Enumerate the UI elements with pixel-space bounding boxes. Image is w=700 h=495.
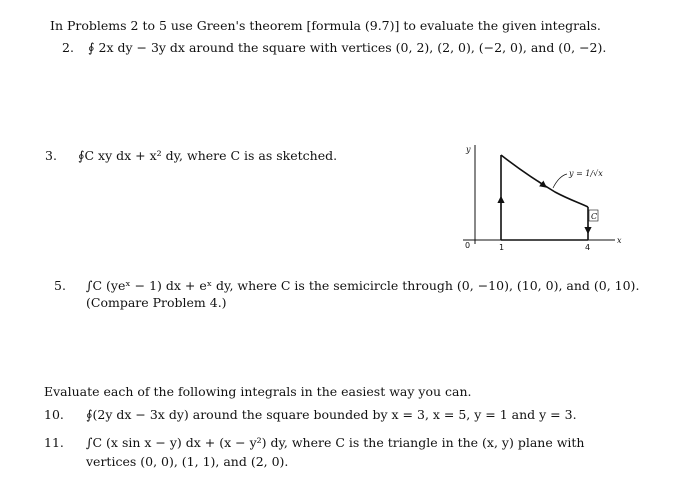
tick-1-label: 1: [499, 243, 505, 252]
contour-curve: [501, 155, 588, 207]
problem-10-number: 10.: [44, 407, 64, 422]
problem-3-text: ∮C xy dx + x² dy, where C is as sketched.: [78, 148, 338, 163]
curve-label: y = 1/√x: [569, 169, 603, 178]
curve-direction-arrow: [538, 181, 546, 187]
problem-11-number: 11.: [44, 435, 64, 450]
contour-label: C: [591, 212, 598, 221]
problem-11-text-continued: vertices (0, 0), (1, 1), and (2, 0).: [86, 454, 289, 469]
origin-label: 0: [465, 241, 471, 250]
problem-3-contour-figure: [455, 140, 635, 260]
tick-4-label: 4: [585, 243, 591, 252]
y-axis-label: y: [466, 145, 471, 154]
problem-2-text: ∮ 2x dy − 3y dx around the square with vertices (0, 2), (2, 0), (−2, 0), and (0, −2).: [88, 40, 607, 55]
problem-5-note: (Compare Problem 4.): [86, 295, 227, 310]
problem-5-text: ∫C (yeˣ − 1) dx + eˣ dy, where C is the semicircle through (0, −10), (10, 0), and (0, 10).: [86, 278, 640, 293]
problem-3-number: 3.: [45, 148, 57, 163]
curve-label-leader: [553, 174, 567, 188]
section-2-intro: Evaluate each of the following integrals in the easiest way you can.: [44, 384, 472, 399]
problem-10-text: ∮(2y dx − 3x dy) around the square bounded by x = 3, x = 5, y = 1 and y = 3.: [86, 407, 577, 422]
problem-5-number: 5.: [54, 278, 66, 293]
x-axis-label: x: [617, 236, 622, 245]
problem-11-text: ∫C (x sin x − y) dx + (x − y²) dy, where C is the triangle in the (x, y) plane with: [86, 435, 585, 450]
section-intro: In Problems 2 to 5 use Green's theorem [formula (9.7)] to evaluate the given integrals.: [50, 18, 601, 33]
problem-2-number: 2.: [62, 40, 74, 55]
